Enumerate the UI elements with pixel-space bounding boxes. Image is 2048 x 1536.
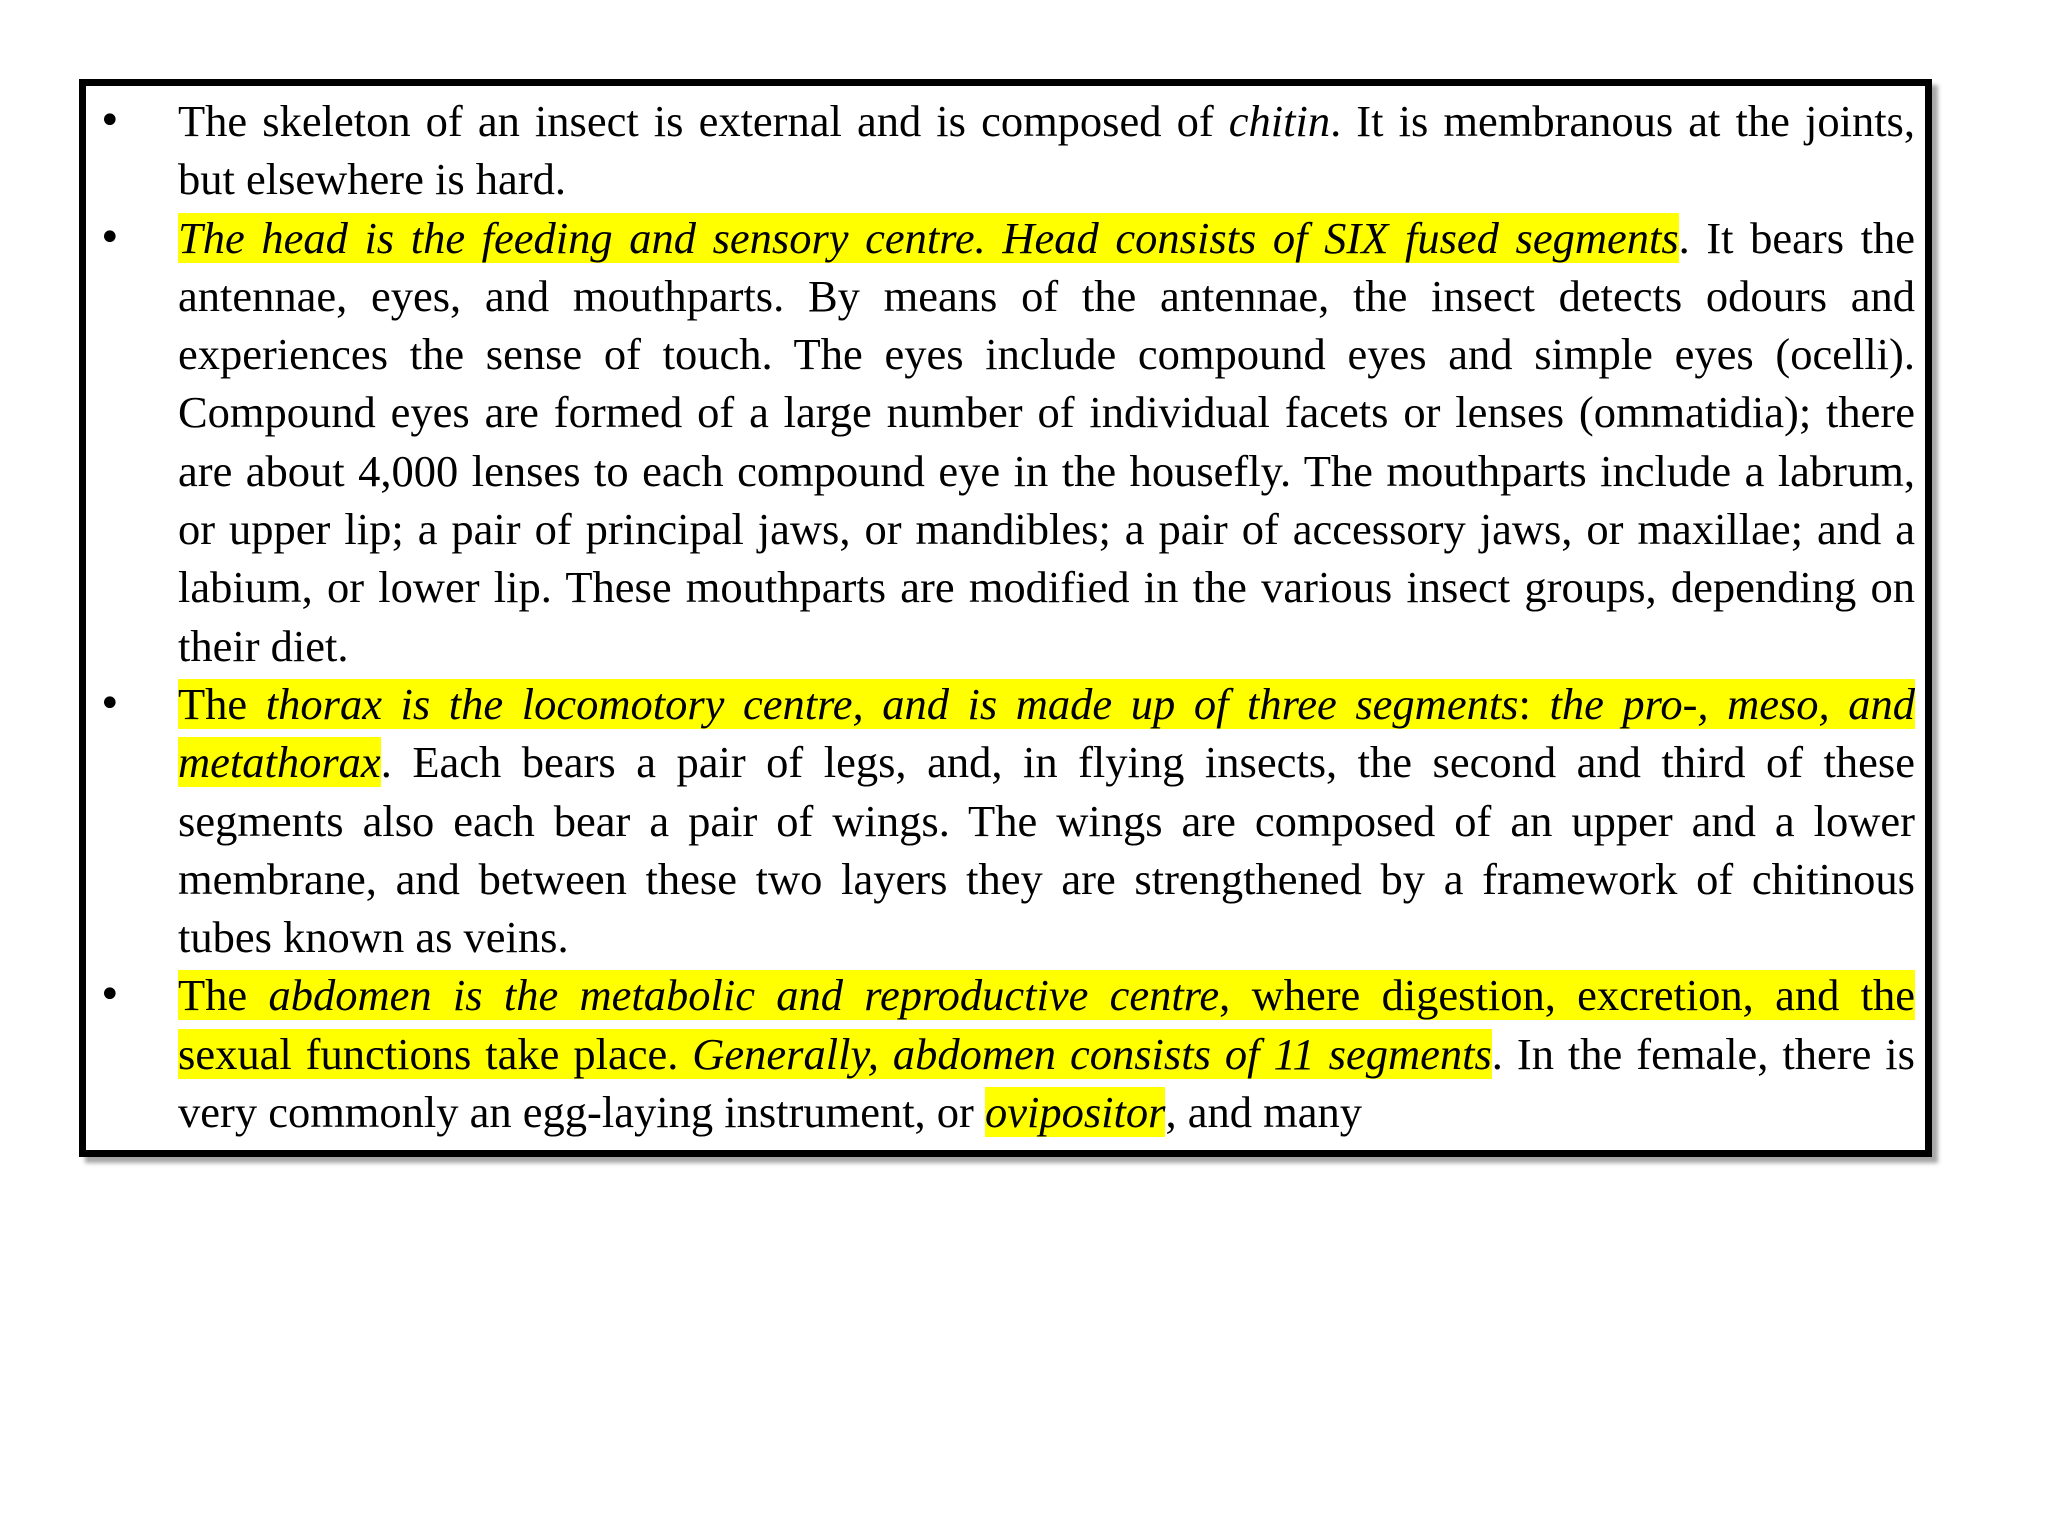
- highlighted-italic-head-definition: The head is the feeding and sensory centre. Head consists of SIX fused segments: [178, 212, 1679, 263]
- document-frame: [79, 79, 1932, 1157]
- bullet-item-thorax: [86, 675, 1915, 966]
- bullet-icon: •: [98, 98, 122, 144]
- highlighted-text-run: , where digestion, excretion, and the sexual functions take place.: [178, 970, 1915, 1079]
- bullet-item-abdomen: [86, 966, 1915, 1141]
- highlighted-italic-thorax-definition: thorax is the locomotory centre, and is made up of three segments: [265, 678, 1519, 729]
- text-run: . It bears the antennae, eyes, and mouthparts. By means of the antennae, the insect detects odours and experiences the sense of touch. The eyes include compound eyes and simple eyes (ocelli). Compound eyes are formed of a large number of individual facets or lenses (ommatidia); there are about 4,000 lenses to each compound eye in the housefly. The mouthparts include a labrum, or upper lip; a pair of principal jaws, or mandibles; a pair of accessory jaws, or maxillae; and a labium, or lower lip. These mouthparts are modified in the various insect groups, depending on their diet.: [178, 212, 1915, 671]
- italic-term-chitin: chitin: [1228, 96, 1331, 146]
- insect-body-bullet-list: [86, 92, 1915, 1141]
- bullet-icon: •: [98, 680, 122, 727]
- highlighted-italic-thorax-segments: the pro-, meso, and metathorax: [178, 678, 1915, 788]
- text-run: . In the female, there is very commonly an egg-laying instrument, or: [178, 1028, 1915, 1138]
- text-run: . It is membranous at the joints, but elsewhere is hard.: [178, 96, 1915, 205]
- highlighted-italic-abdomen-segments: Generally, abdomen consists of 11 segments: [692, 1028, 1492, 1079]
- bullet-icon: •: [98, 214, 122, 261]
- text-run: , and many: [1165, 1087, 1362, 1138]
- text-run: The skeleton of an insect is external and is composed of: [178, 96, 1229, 146]
- highlighted-text-run: The: [178, 678, 266, 729]
- highlighted-text-run: :: [1518, 678, 1550, 729]
- bullet-item-head: [86, 209, 1915, 675]
- highlighted-italic-abdomen-definition: abdomen is the metabolic and reproductive centre: [268, 970, 1220, 1021]
- text-run: . Each bears a pair of legs, and, in flying insects, the second and third of these segments also each bear a pair of wings. The wings are composed of an upper and a lower membrane, and between these two layers they are strengthened by a framework of chitinous tubes known as veins.: [178, 737, 1915, 963]
- highlighted-italic-ovipositor: ovipositor: [985, 1087, 1166, 1138]
- bullet-item-skeleton: [86, 92, 1915, 209]
- highlighted-text-run: The: [178, 970, 269, 1021]
- bullet-icon: •: [98, 972, 122, 1019]
